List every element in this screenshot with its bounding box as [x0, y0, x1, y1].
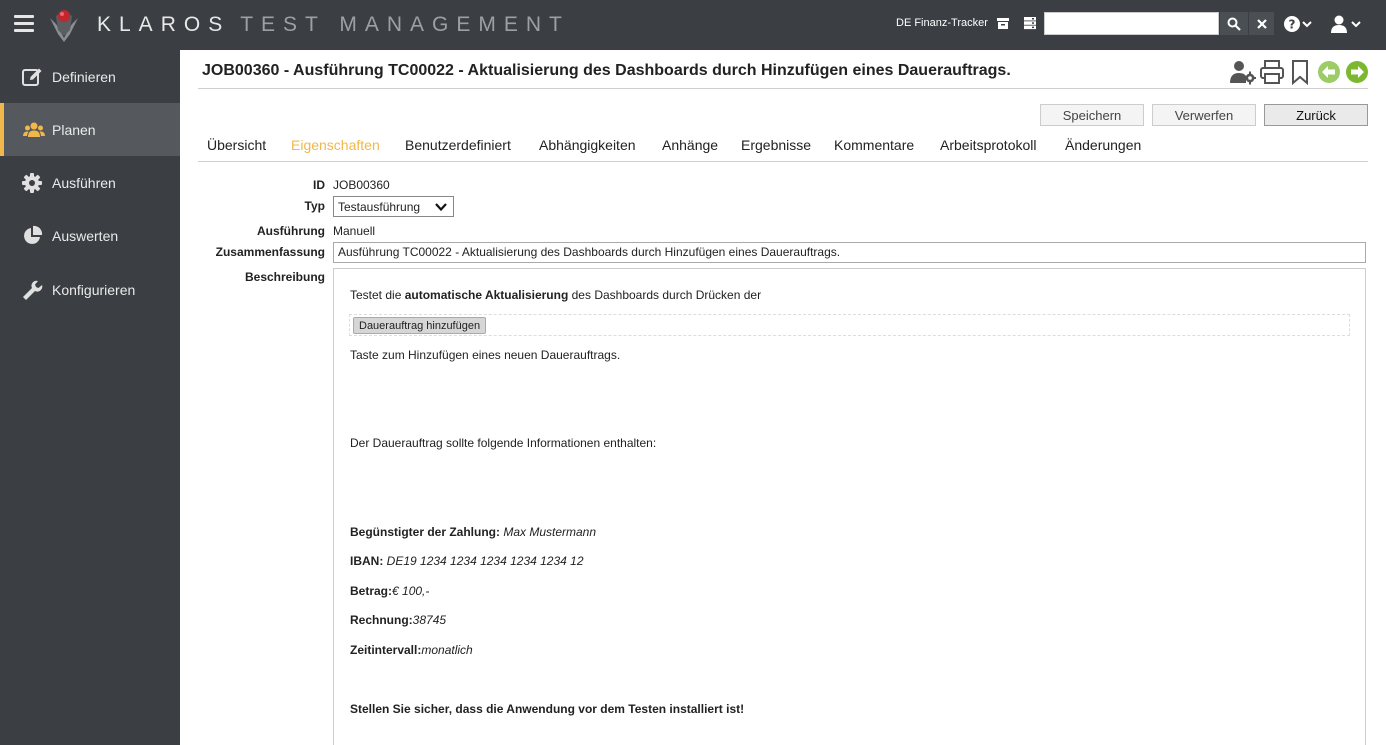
print-icon[interactable]: [1259, 59, 1285, 85]
type-label: Typ: [304, 199, 325, 213]
sidebar-item-label: Planen: [52, 121, 96, 138]
tab-ergebnisse[interactable]: Ergebnisse: [741, 137, 812, 153]
desc-final-note: Stellen Sie sicher, dass die Anwendung vor dem Testen installiert ist!: [350, 702, 745, 716]
wrench-icon: [21, 279, 43, 301]
main-content: [180, 50, 1386, 745]
description-editor[interactable]: [333, 268, 1366, 745]
desc-line-2: Taste zum Hinzufügen eines neuen Dauerauftrags.: [350, 348, 621, 362]
gear-icon: [21, 172, 43, 194]
desc-line-3: Der Dauerauftrag sollte folgende Informationen enthalten:: [350, 436, 657, 450]
title-divider: [198, 88, 1368, 89]
assign-user-icon[interactable]: [1230, 59, 1256, 85]
chevron-down-icon: [435, 201, 447, 213]
menu-icon[interactable]: [14, 15, 34, 33]
sidebar-item-auswerten[interactable]: [0, 209, 180, 262]
top-bar: [0, 0, 1386, 50]
tab-aenderungen[interactable]: Änderungen: [1065, 137, 1142, 153]
sidebar-item-planen[interactable]: [0, 103, 180, 156]
pie-chart-icon: [21, 225, 43, 247]
users-icon: [23, 119, 45, 141]
close-icon: [1257, 19, 1267, 29]
arrow-left-icon[interactable]: [1316, 59, 1342, 85]
type-select[interactable]: [333, 196, 454, 217]
server-icon[interactable]: [1023, 16, 1037, 30]
user-menu-icon[interactable]: [1330, 14, 1362, 34]
page-title: JOB00360 - Ausführung TC00022 - Aktualisierung des Dashboards durch Hinzufügen eines Dauerauftrags.: [202, 62, 1011, 79]
add-standing-order-button[interactable]: Dauerauftrag hinzufügen: [353, 317, 486, 334]
sidebar-item-label: Auswerten: [52, 227, 119, 244]
execution-value: Manuell: [333, 224, 376, 238]
bookmark-icon[interactable]: [1287, 59, 1313, 85]
svg-text:?: ?: [1288, 17, 1296, 32]
tab-bar: [198, 134, 1368, 162]
sidebar-item-label: Konfigurieren: [52, 281, 136, 298]
desc-iban: IBAN: DE19 1234 1234 1234 1234 1234 12: [350, 554, 584, 568]
tab-anhaenge[interactable]: Anhänge: [662, 137, 719, 153]
description-label: Beschreibung: [244, 270, 325, 284]
sidebar-item-label: Ausführen: [52, 174, 116, 191]
project-selector[interactable]: DE Finanz-Tracker: [896, 17, 988, 29]
summary-input[interactable]: Ausführung TC00022 - Aktualisierung des Dashboards durch Hinzufügen eines Dauerauftrags.: [333, 242, 1366, 263]
save-button[interactable]: Speichern: [1040, 104, 1144, 126]
desc-beneficiary: Begünstigter der Zahlung: Max Mustermann: [350, 525, 597, 539]
type-select-value: Testausführung: [338, 199, 421, 214]
execution-label: Ausführung: [257, 224, 325, 238]
desc-line-1: Testet die automatische Aktualisierung des Dashboards durch Drücken der: [350, 288, 762, 302]
tab-arbeitsprotokoll[interactable]: Arbeitsprotokoll: [940, 137, 1037, 153]
klaros-logo: [46, 8, 82, 44]
tab-uebersicht[interactable]: Übersicht: [207, 137, 267, 153]
archive-icon[interactable]: [996, 16, 1010, 30]
tab-eigenschaften[interactable]: Eigenschaften: [291, 137, 380, 153]
tab-benutzerdefiniert[interactable]: Benutzerdefiniert: [405, 137, 511, 153]
inline-button-frame: [349, 314, 1350, 336]
clear-search-button[interactable]: [1249, 12, 1274, 35]
search-icon: [1227, 17, 1241, 31]
summary-label: Zusammenfassung: [215, 245, 325, 259]
desc-amount: Betrag:€ 100,-: [350, 584, 430, 598]
tab-abhaengigkeiten[interactable]: Abhängigkeiten: [539, 137, 636, 153]
desc-invoice: Rechnung:38745: [350, 613, 447, 627]
sidebar-item-label: Definieren: [52, 68, 116, 85]
sidebar-item-definieren[interactable]: [0, 50, 180, 103]
back-button[interactable]: Zurück: [1264, 104, 1368, 126]
id-label: ID: [313, 178, 325, 192]
sidebar-item-konfigurieren[interactable]: [0, 263, 180, 316]
edit-icon: [21, 66, 43, 88]
search-button[interactable]: [1220, 12, 1248, 35]
sidebar: [0, 50, 180, 745]
sidebar-item-ausfuehren[interactable]: [0, 156, 180, 209]
tab-kommentare[interactable]: Kommentare: [834, 137, 915, 153]
discard-button[interactable]: Verwerfen: [1152, 104, 1256, 126]
search-input[interactable]: [1044, 12, 1219, 35]
desc-interval: Zeitintervall:monatlich: [350, 643, 473, 657]
arrow-right-icon[interactable]: [1344, 59, 1370, 85]
id-value: JOB00360: [333, 178, 390, 192]
brand: KLAROS TEST MANAGEMENT: [97, 13, 570, 36]
help-icon[interactable]: [1283, 14, 1313, 34]
